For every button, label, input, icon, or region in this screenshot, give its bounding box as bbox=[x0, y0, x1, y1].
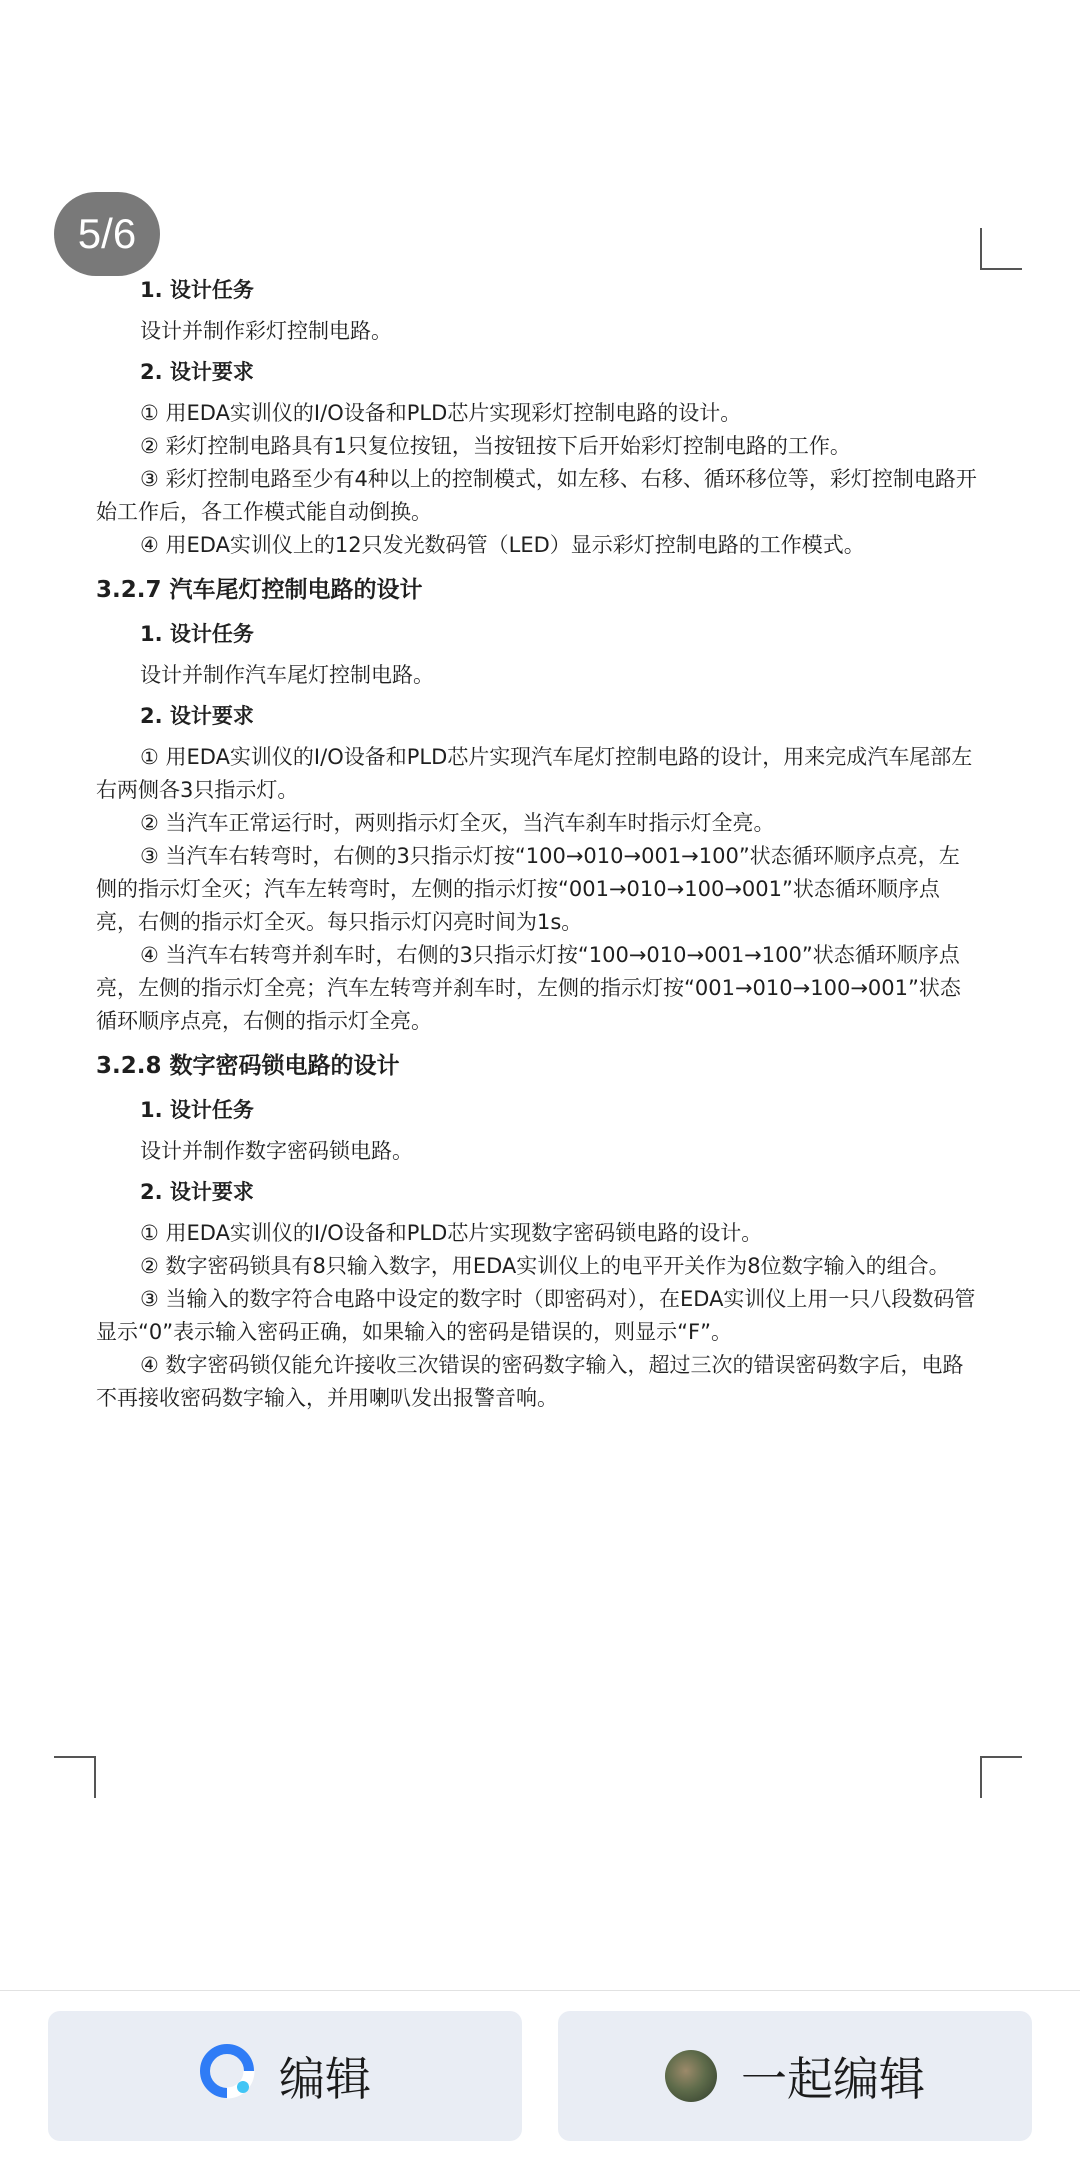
requirement-item: ① 用EDA实训仪的I/O设备和PLD芯片实现汽车尾灯控制电路的设计，用来完成汽车尾部左右两侧各3只指示灯。 bbox=[96, 745, 973, 802]
requirement-item: ② 彩灯控制电路具有1只复位按钮，当按钮按下后开始彩灯控制电路的工作。 bbox=[140, 434, 851, 458]
task-heading: 1. 设计任务 bbox=[140, 1098, 254, 1122]
co-edit-button-label: 一起编辑 bbox=[741, 2052, 925, 2106]
edit-button-label: 编辑 bbox=[279, 2052, 371, 2106]
task-text: 设计并制作数字密码锁电路。 bbox=[140, 1139, 413, 1163]
bottom-action-bar bbox=[0, 1990, 1080, 2161]
page-corner-mark-top-right bbox=[980, 228, 1022, 270]
section-title: 3.2.7 汽车尾灯控制电路的设计 bbox=[96, 577, 423, 603]
section-title: 3.2.8 数字密码锁电路的设计 bbox=[96, 1053, 400, 1079]
task-heading: 1. 设计任务 bbox=[140, 622, 254, 646]
collaborator-avatar-icon bbox=[665, 2050, 717, 2102]
co-edit-button[interactable] bbox=[558, 2011, 1032, 2141]
task-text: 设计并制作彩灯控制电路。 bbox=[140, 319, 392, 343]
requirement-item: ④ 用EDA实训仪上的12只发光数码管（LED）显示彩灯控制电路的工作模式。 bbox=[140, 533, 865, 557]
requirement-heading: 2. 设计要求 bbox=[140, 360, 254, 384]
requirement-heading: 2. 设计要求 bbox=[140, 704, 254, 728]
requirement-item: ③ 彩灯控制电路至少有4种以上的控制模式，如左移、右移、循环移位等，彩灯控制电路开始工作后，各工作模式能自动倒换。 bbox=[96, 467, 977, 524]
requirement-heading: 2. 设计要求 bbox=[140, 1180, 254, 1204]
requirement-item: ② 当汽车正常运行时，两则指示灯全灭，当汽车刹车时指示灯全亮。 bbox=[140, 811, 775, 835]
page-corner-mark-bottom-right bbox=[980, 1756, 1022, 1798]
page-corner-mark-bottom-left bbox=[54, 1756, 96, 1798]
page-indicator: 5/6 bbox=[54, 192, 160, 276]
edit-app-icon bbox=[199, 2043, 255, 2110]
requirement-item: ④ 当汽车右转弯并刹车时，右侧的3只指示灯按“100→010→001→100”状态循环顺序点亮，左侧的指示灯全亮；汽车左转弯并刹车时，左侧的指示灯按“001→010→100→001”状态循环顺序点亮，右侧的指示灯全亮。 bbox=[96, 943, 961, 1033]
edit-button[interactable] bbox=[48, 2011, 522, 2141]
requirement-item: ③ 当汽车右转弯时，右侧的3只指示灯按“100→010→001→100”状态循环顺序点亮，左侧的指示灯全灭；汽车左转弯时，左侧的指示灯按“001→010→100→001”状态循环顺序点亮，右侧的指示灯全灭。每只指示灯闪亮时间为1s。 bbox=[96, 844, 960, 934]
task-heading: 1. 设计任务 bbox=[140, 278, 254, 302]
requirement-item: ④ 数字密码锁仅能允许接收三次错误的密码数字输入，超过三次的错误密码数字后，电路不再接收密码数字输入，并用喇叭发出报警音响。 bbox=[96, 1353, 964, 1410]
requirement-item: ① 用EDA实训仪的I/O设备和PLD芯片实现彩灯控制电路的设计。 bbox=[140, 401, 742, 425]
requirement-item: ③ 当输入的数字符合电路中设定的数字时（即密码对），在EDA实训仪上用一只八段数码管显示“0”表示输入密码正确，如果输入的密码是错误的，则显示“F”。 bbox=[96, 1287, 976, 1344]
requirement-item: ② 数字密码锁具有8只输入数字，用EDA实训仪上的电平开关作为8位数字输入的组合。 bbox=[140, 1254, 950, 1278]
document-page bbox=[96, 266, 980, 1415]
requirement-item: ① 用EDA实训仪的I/O设备和PLD芯片实现数字密码锁电路的设计。 bbox=[140, 1221, 763, 1245]
task-text: 设计并制作汽车尾灯控制电路。 bbox=[140, 663, 434, 687]
